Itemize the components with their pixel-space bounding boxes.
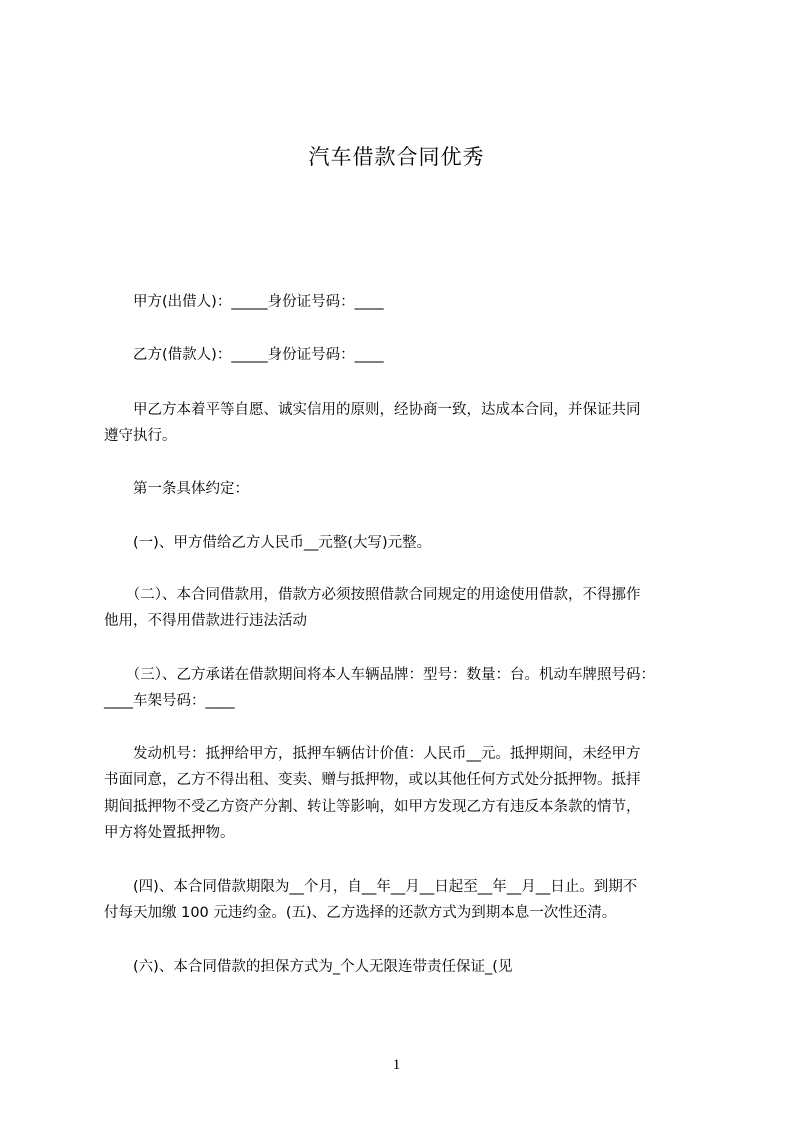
clause-2-line-2: 他用，不得用借款进行违法活动	[104, 613, 307, 629]
party-b-line: 乙方(借款人)：_____身份证号码：____	[104, 347, 384, 363]
mortgage-line-1: 发动机号：抵押给甲方，抵押车辆估计价值：人民币__元。抵押期间，未经甲方	[104, 746, 641, 762]
clause-6-line: (六)、本合同借款的担保方式为_个人无限连带责任保证_(见	[104, 959, 513, 975]
mortgage-line-3: 期间抵押物不受乙方资产分割、转让等影响，如甲方发现乙方有违反本条款的情节，	[104, 799, 641, 815]
document-title: 汽车借款合同优秀	[308, 145, 485, 169]
preamble-line-2: 遵守执行。	[104, 428, 177, 444]
mortgage-line-2: 书面同意，乙方不得出租、变卖、赠与抵押物，或以其他任何方式处分抵押物。抵拝	[104, 772, 641, 788]
party-a-line: 甲方(出借人)：_____身份证号码：____	[104, 294, 384, 310]
clause-3-line-1: （三）、乙方承诺在借款期间将本人车辆品牌：型号：数量：台。机动车牌照号码：	[104, 667, 655, 683]
article-one-heading: 第一条具体约定：	[104, 481, 249, 497]
clause-4-line-2: 付每天加缴 100 元违约金。(五)、乙方选择的还款方式为到期本息一次性还清。	[104, 905, 617, 921]
mortgage-line-4: 甲方将处置抵押物。	[104, 825, 235, 841]
clause-4-line-1: (四)、本合同借款期限为__个月，自__年__月__日起至__年__月__日止。到期不	[104, 879, 638, 895]
preamble-line-1: 甲乙方本着平等自愿、诚实信用的原则，经协商一致，达成本合同，并保证共同	[104, 402, 641, 418]
clause-1-line: (一)、甲方借给乙方人民币__元整(大写)元整。	[104, 535, 432, 551]
page-number: 1	[392, 1057, 401, 1073]
clause-2-line-1: （二）、本合同借款用，借款方必须按照借款合同规定的用途使用借款，不得挪作	[104, 587, 641, 603]
clause-3-line-2: ____车架号码：____	[104, 693, 235, 709]
